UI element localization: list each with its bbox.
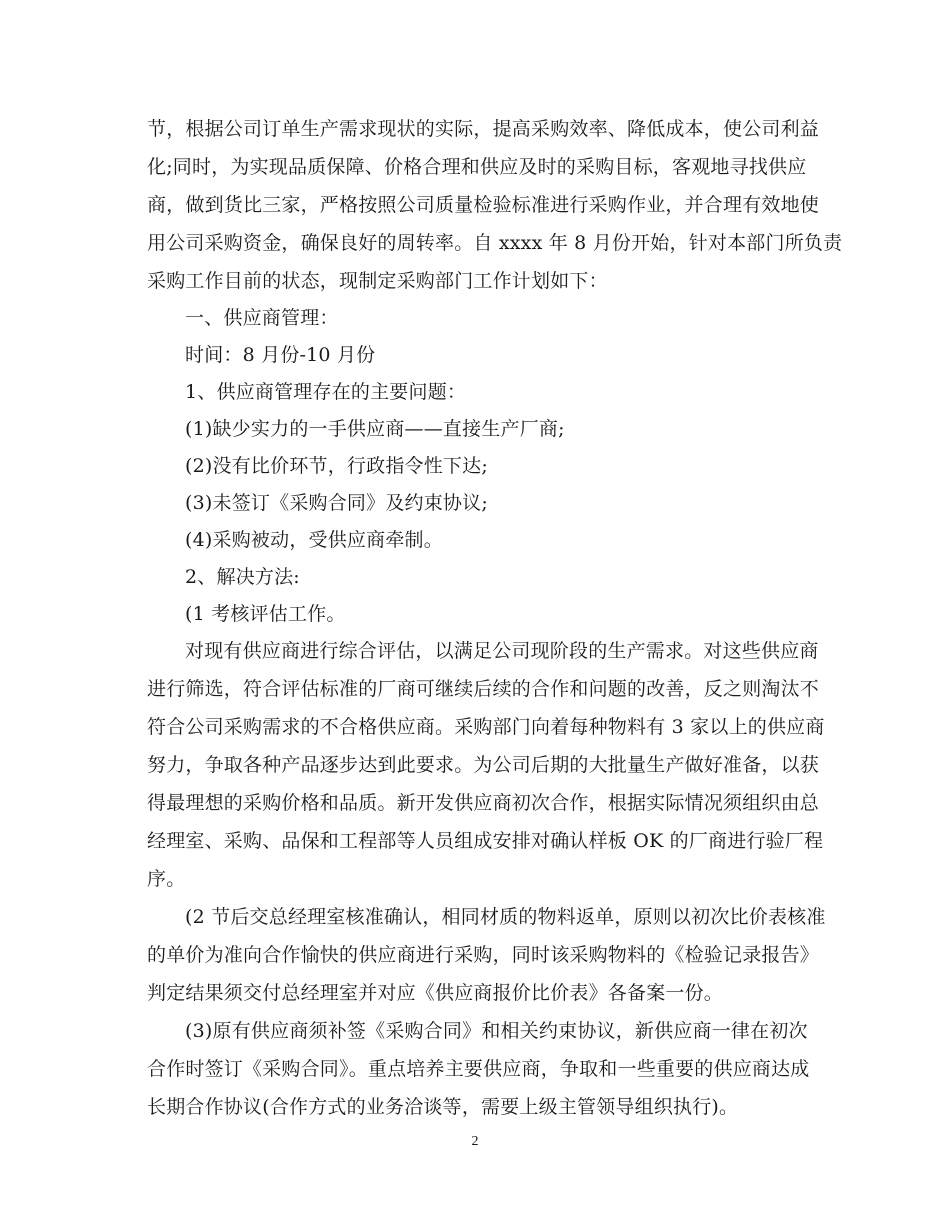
list-item: (1)缺少实力的一手供应商——直接生产厂商; xyxy=(185,418,565,440)
list-item: (3)原有供应商须补签《采购合同》和相关约束协议，新供应商一律在初次 xyxy=(185,1020,808,1042)
subsection-heading: 1、供应商管理存在的主要问题： xyxy=(185,381,467,403)
body-line: 得最理想的采购价格和品质。新开发供应商初次合作，根据实际情况须组织由总 xyxy=(147,792,820,814)
page-number: 2 xyxy=(471,1134,479,1149)
document-body xyxy=(147,112,843,1124)
body-line: 努力，争取各种产品逐步达到此要求。为公司后期的大批量生产做好准备，以获 xyxy=(147,754,820,776)
body-line: 序。 xyxy=(147,868,186,890)
body-line: 采购工作目前的状态，现制定采购部门工作计划如下： xyxy=(147,270,608,292)
body-line: 节，根据公司订单生产需求现状的实际，提高采购效率、降低成本，使公司利益 xyxy=(147,118,820,140)
list-item: (2 节后交总经理室核准确认，相同材质的物料返单，原则以初次比价表核准 xyxy=(185,906,826,928)
body-line: 符合公司采购需求的不合格供应商。采购部门向着每种物料有 3 家以上的供应商 xyxy=(147,716,825,738)
body-line: 商，做到货比三家，严格按照公司质量检验标准进行采购作业，并合理有效地使 xyxy=(147,194,820,216)
body-line: 用公司采购资金，确保良好的周转率。自 xxxx 年 8 月份开始，针对本部门所负责 xyxy=(147,232,843,254)
list-item: (1 考核评估工作。 xyxy=(185,603,346,625)
body-line: 的单价为准向合作愉快的供应商进行采购，同时该采购物料的《检验记录报告》 xyxy=(147,944,820,966)
body-line: 对现有供应商进行综合评估，以满足公司现阶段的生产需求。对这些供应商 xyxy=(185,640,819,662)
list-item: (3)未签订《采购合同》及约束协议; xyxy=(185,492,488,514)
list-item: (2)没有比价环节，行政指令性下达; xyxy=(185,455,488,477)
body-line: 合作时签订《采购合同》。重点培养主要供应商，争取和一些重要的供应商达成 xyxy=(147,1058,810,1080)
list-item: (4)采购被动，受供应商牵制。 xyxy=(185,529,443,551)
body-line: 进行筛选，符合评估标准的厂商可继续后续的合作和问题的改善，反之则淘汰不 xyxy=(147,678,820,700)
body-line: 长期合作协议(合作方式的业务洽谈等，需要上级主管领导组织执行)。 xyxy=(147,1096,739,1118)
body-line: 化;同时，为实现品质保障、价格合理和供应及时的采购目标，客观地寻找供应 xyxy=(147,156,807,178)
subsection-heading: 2、解决方法: xyxy=(185,566,300,588)
body-line: 判定结果须交付总经理室并对应《供应商报价比价表》各备案一份。 xyxy=(147,982,724,1004)
section-heading: 一、供应商管理： xyxy=(185,307,339,329)
body-line: 经理室、采购、品保和工程部等人员组成安排对确认样板 OK 的厂商进行验厂程 xyxy=(147,830,824,852)
body-line: 时间：8 月份-10 月份 xyxy=(185,344,376,366)
